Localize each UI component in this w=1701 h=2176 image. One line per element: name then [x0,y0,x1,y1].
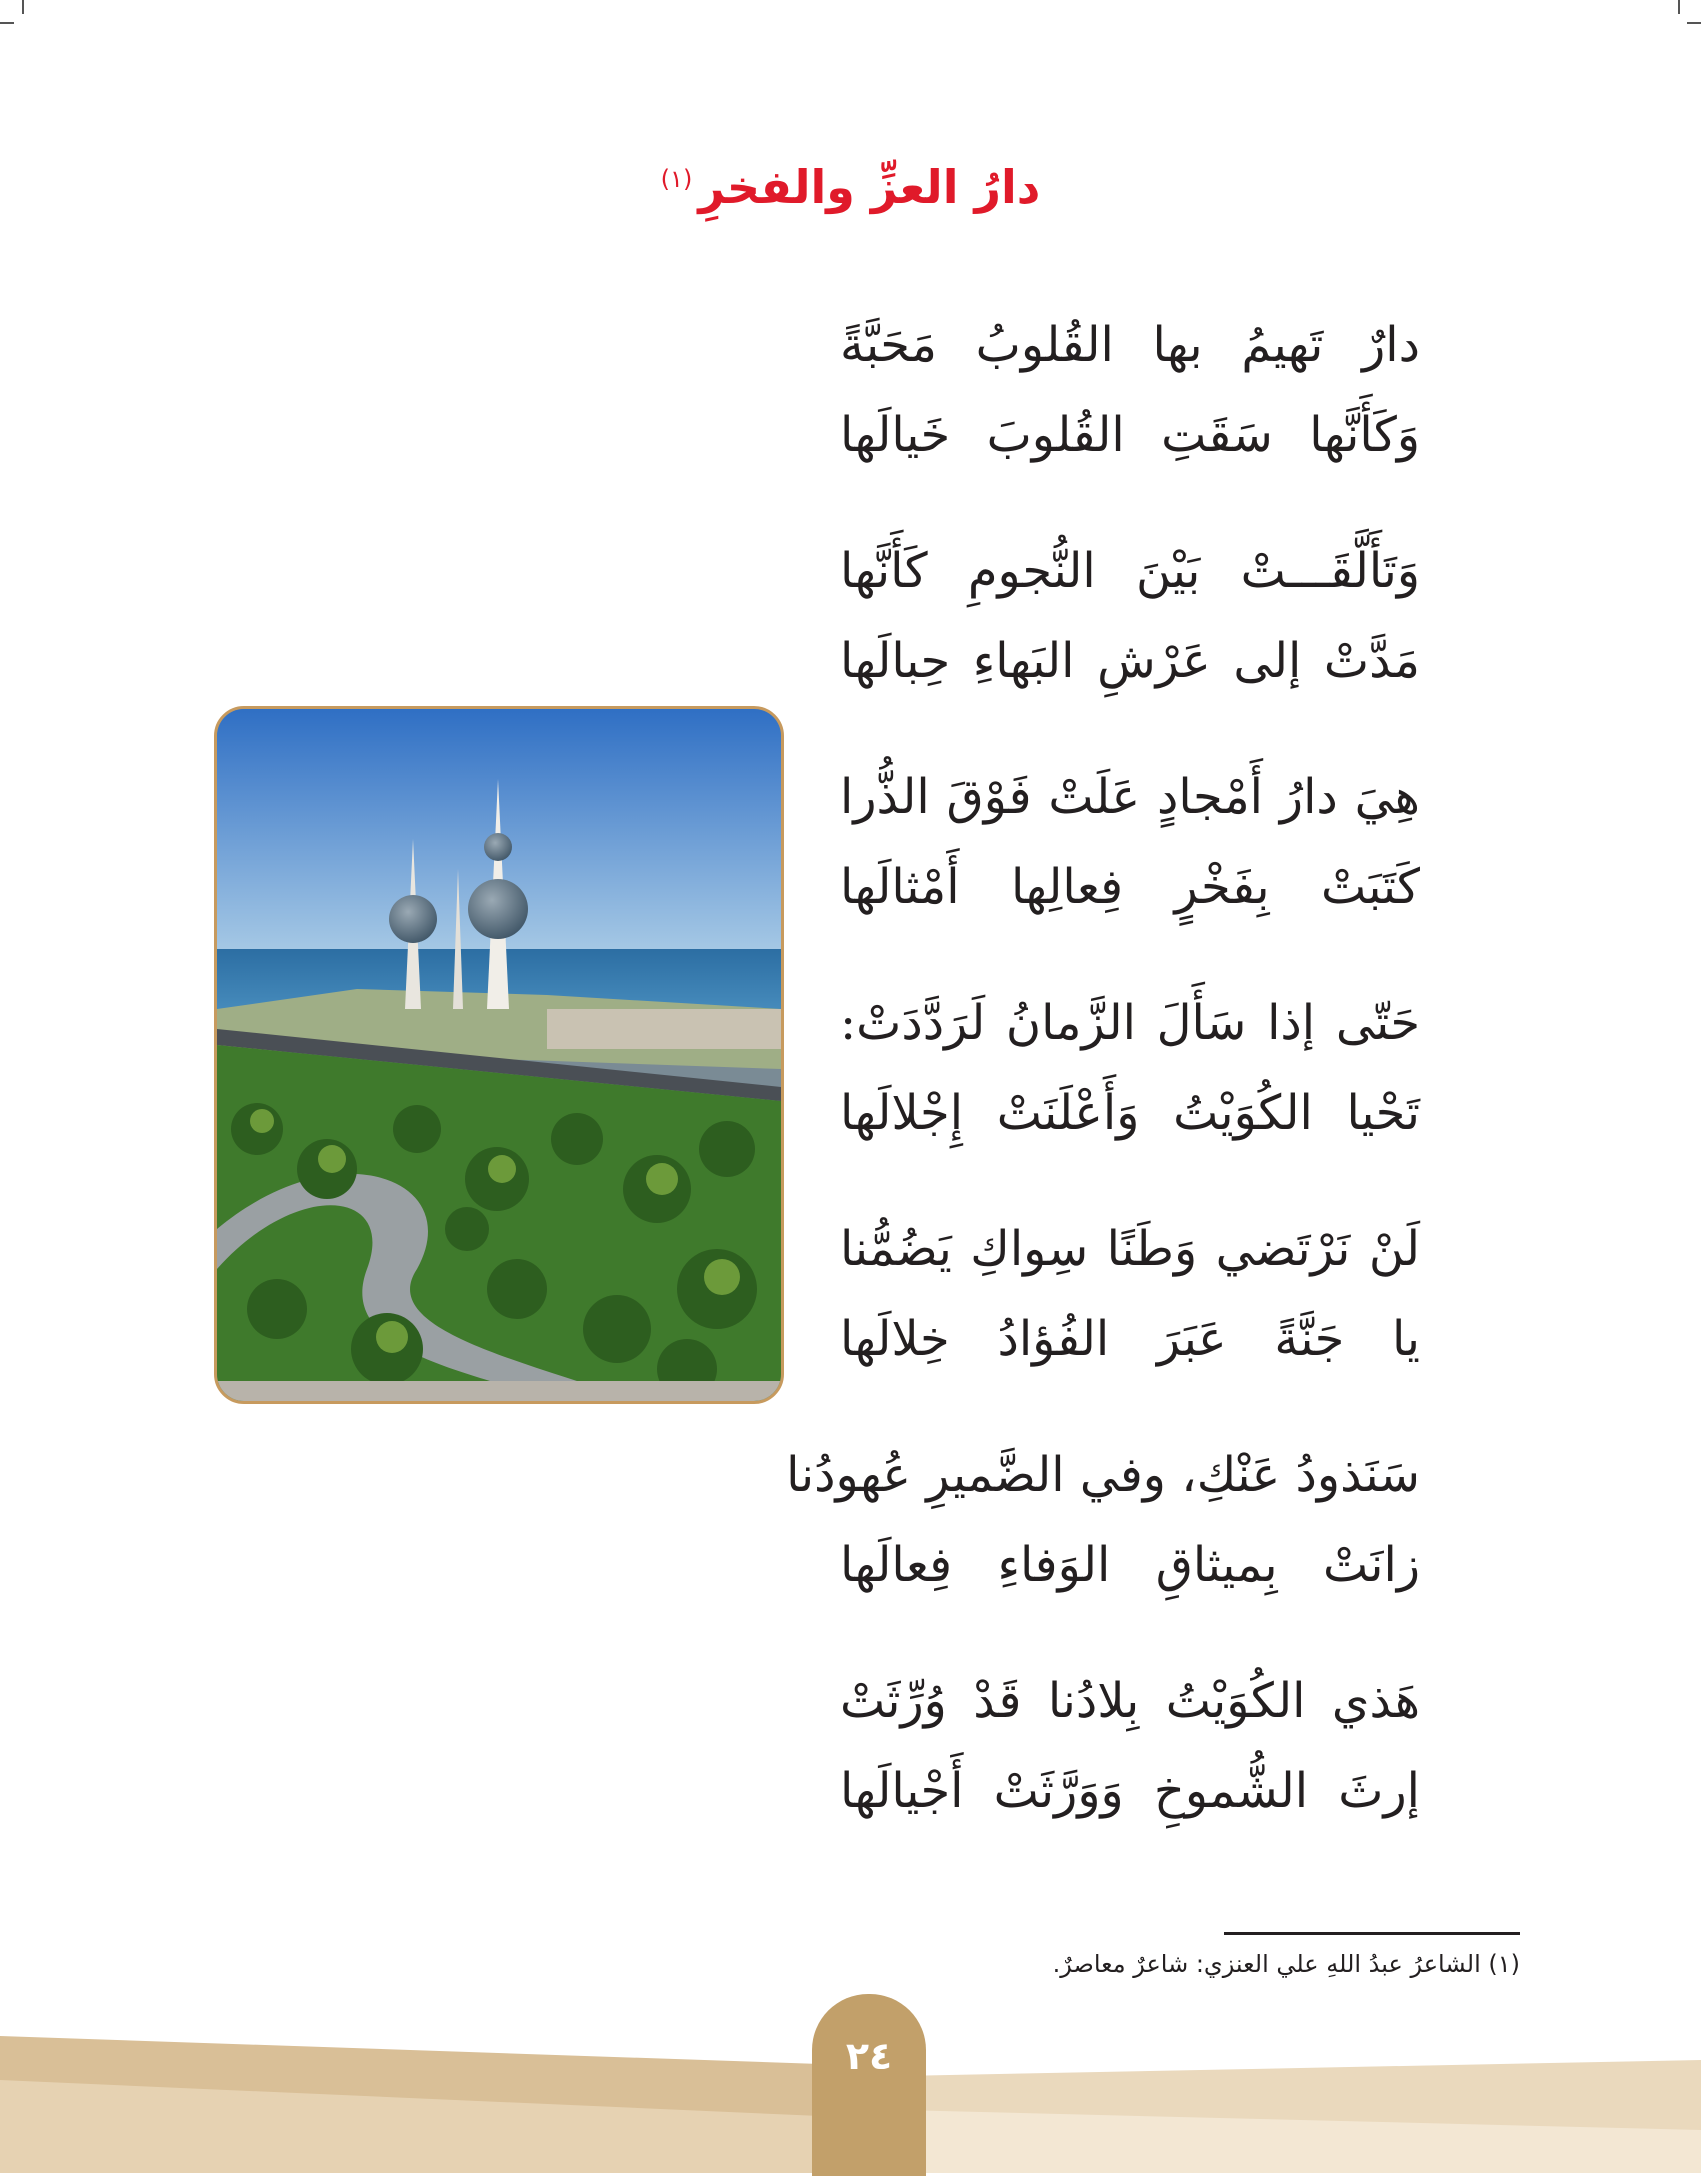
title-footnote-marker: (١) [660,164,693,193]
page-title [0,160,1701,214]
crop-mark [1678,0,1680,14]
stanza [840,526,1420,706]
verse-line: لَنْ نَرْتَضي وَطَنًا سِواكِ يَضُمُّنا [840,1221,1420,1277]
verse-line: تَحْيا الكُوَيْتُ وَأَعْلَنَتْ إِجْلالَها [840,1085,1420,1141]
verse-line: إرثَ الشُّموخِ وَوَرَّثَتْ أَجْيالَها [840,1763,1420,1819]
crop-mark [1687,22,1701,24]
stanza [840,1656,1420,1836]
verse-line: دارٌ تَهيمُ بها القُلوبُ مَحَبَّةً [840,317,1420,373]
verse-line: وَتَأَلَّقَـــتْ بَيْنَ النُّجومِ كَأَنَّها [840,543,1420,599]
poem [786,300,1420,1882]
stanza [840,1204,1420,1384]
verse-line: زانَتْ بِميثاقِ الوَفاءِ فِعالَها [840,1537,1420,1593]
verse-line: سَنَذودُ عَنْكِ، وفي الضَّميرِ عُهودُنا [786,1447,1420,1503]
verse-line: يا جَنَّةً عَبَرَ الفُؤادُ خِلالَها [840,1311,1420,1367]
page-number: ٢٤ [812,1994,926,2176]
crop-mark [0,22,14,24]
verse-line: هَذي الكُوَيْتُ بِلادُنا قَدْ وُرِّثَتْ [840,1673,1420,1729]
verse-line: وَكَأَنَّها سَقَتِ القُلوبَ خَيالَها [840,407,1420,463]
verse-line: كَتَبَتْ بِفَخْرٍ فِعالِها أَمْثالَها [840,859,1420,915]
stanza [786,1430,1420,1610]
verse-line: مَدَّتْ إلى عَرْشِ البَهاءِ حِبالَها [840,633,1420,689]
stanza [840,752,1420,932]
stanza [840,300,1420,480]
title-text: دارُ العزِّ والفخرِ [698,160,1041,214]
crop-mark [22,0,24,14]
footnote-rule [1224,1932,1520,1935]
stanza [840,978,1420,1158]
footnote: (١) الشاعرُ عبدُ اللهِ علي العنزي: شاعرٌ معاصرٌ. [1052,1950,1520,1978]
verse-line: حَتّى إذا سَأَلَ الزَّمانُ لَرَدَّدَتْ: [840,995,1420,1051]
verse-line: هِيَ دارُ أَمْجادٍ عَلَتْ فَوْقَ الذُّرا [840,769,1420,825]
kuwait-towers-photo [214,706,784,1404]
